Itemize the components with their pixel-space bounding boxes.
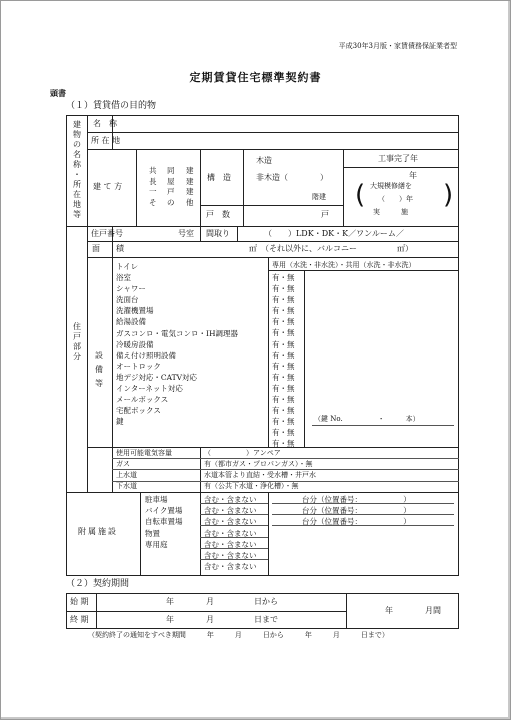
completion-year: 年 bbox=[409, 171, 417, 180]
room-suffix: 号室 bbox=[178, 229, 194, 238]
completion-label: 工事完了年 bbox=[378, 154, 418, 163]
renovation-line1: 大規模修繕を bbox=[370, 182, 412, 190]
sewer-label: 下水道 bbox=[116, 482, 137, 490]
address-label: 所 在 地 bbox=[91, 136, 121, 145]
area-label: 面 積 bbox=[92, 244, 124, 253]
water-label: 上水道 bbox=[116, 471, 137, 479]
include-options-list[interactable]: 含む・含まない 含む・含まない 含む・含まない 含む・含まない 含む・含まない 含む・含まない 含む・含まない bbox=[204, 495, 257, 572]
building-label: 建 物 の 名 称 ・ 所 在 地 等 bbox=[73, 120, 81, 219]
unit-part-label: 住 戸 部 分 bbox=[73, 322, 81, 361]
units-suffix: 戸 bbox=[321, 210, 329, 219]
name-field[interactable] bbox=[116, 120, 146, 130]
floors-suffix: 階建 bbox=[312, 193, 326, 201]
renovation-line3: 実 施 bbox=[373, 208, 408, 216]
layout-value[interactable]: （ ）LDK・DK・K／ワンルーム／ bbox=[264, 229, 404, 238]
start-value[interactable]: 年 月 日から bbox=[166, 597, 278, 606]
water-value[interactable]: 水道本管より直結・受水槽・井戸水 bbox=[204, 471, 316, 479]
end-value[interactable]: 年 月 日まで bbox=[166, 615, 278, 624]
type-options-col1: 共 長 一 そ bbox=[149, 166, 157, 207]
end-label: 終 期 bbox=[70, 615, 89, 624]
structure-wood[interactable]: 木造 bbox=[256, 156, 272, 165]
type-options-col2: 同 屋 戸 の bbox=[167, 166, 175, 207]
gas-value[interactable]: 有（都市ガス・プロパンガス）・無 bbox=[204, 460, 313, 468]
type-label: 建 て 方 bbox=[93, 182, 123, 191]
form-version-note: 平成30年3月版・家賃債務保証業者型 bbox=[338, 42, 457, 50]
equipment-list: トイレ 浴室 シャワー 洗面台 洗濯機置場 給湯設備 ガスコンロ・電気コンロ・IH調理器 冷暖房設備 備え付け照明設備 オートロック 地デジ対応・CATV対応 インターネット対応 メールボックス 宅配ボックス 鍵 bbox=[116, 262, 239, 427]
start-label: 始 期 bbox=[70, 597, 89, 606]
document-title: 定期賃貸住宅標準契約書 bbox=[189, 71, 322, 84]
equipment-label: 設 備 等 bbox=[95, 351, 103, 388]
structure-label: 構 造 bbox=[207, 173, 231, 182]
duration-value[interactable]: 年 月間 bbox=[385, 606, 441, 615]
unit-number-label: 住戸番号 bbox=[91, 229, 123, 238]
section1-heading: （１）賃貸借の目的物 bbox=[66, 101, 157, 111]
facility-list: 駐車場 バイク置場 自転車置場 物置 専用庭 bbox=[145, 495, 183, 549]
name-label: 名 称 bbox=[93, 119, 117, 128]
electric-value[interactable]: （ ）アンペア bbox=[204, 449, 281, 457]
units-label: 戸 数 bbox=[206, 210, 230, 219]
toilet-options[interactable]: 専用（水洗・非水洗）・共用（水洗・非水洗） bbox=[272, 261, 416, 269]
renovation-line2: （ ）年 bbox=[378, 195, 413, 203]
notice-period-text: （契約終了の通知をすべき期間 年 月 日から 年 月 日まで） bbox=[88, 631, 389, 639]
type-options-col3: 建 建 建 他 bbox=[186, 166, 194, 207]
structure-nonwood[interactable]: 非木造（ ） bbox=[256, 173, 328, 182]
yes-no-list[interactable]: 有・無 有・無 有・無 有・無 有・無 有・無 有・無 有・無 有・無 有・無 有・無 有・無 有・無 有・無 有・無 有・無 bbox=[272, 273, 295, 449]
gas-label: ガス bbox=[116, 460, 130, 468]
area-value[interactable]: ㎡ （それ以外に、バルコニー ㎡） bbox=[249, 244, 413, 253]
section-heading: 頭書 bbox=[50, 89, 66, 98]
layout-label: 間取り bbox=[206, 229, 230, 238]
facility-label: 附属施設 bbox=[78, 527, 118, 536]
sewer-value[interactable]: 有（公共下水道・浄化槽）・無 bbox=[204, 482, 299, 490]
electric-label: 使用可能電気容量 bbox=[116, 449, 172, 457]
slot-list[interactable]: 台分（位置番号： ） 台分（位置番号： ） 台分（位置番号： ） bbox=[302, 495, 411, 527]
section2-heading: （２）契約期間 bbox=[66, 579, 130, 589]
key-note[interactable]: （鍵 No. ・ 本） bbox=[314, 415, 420, 423]
